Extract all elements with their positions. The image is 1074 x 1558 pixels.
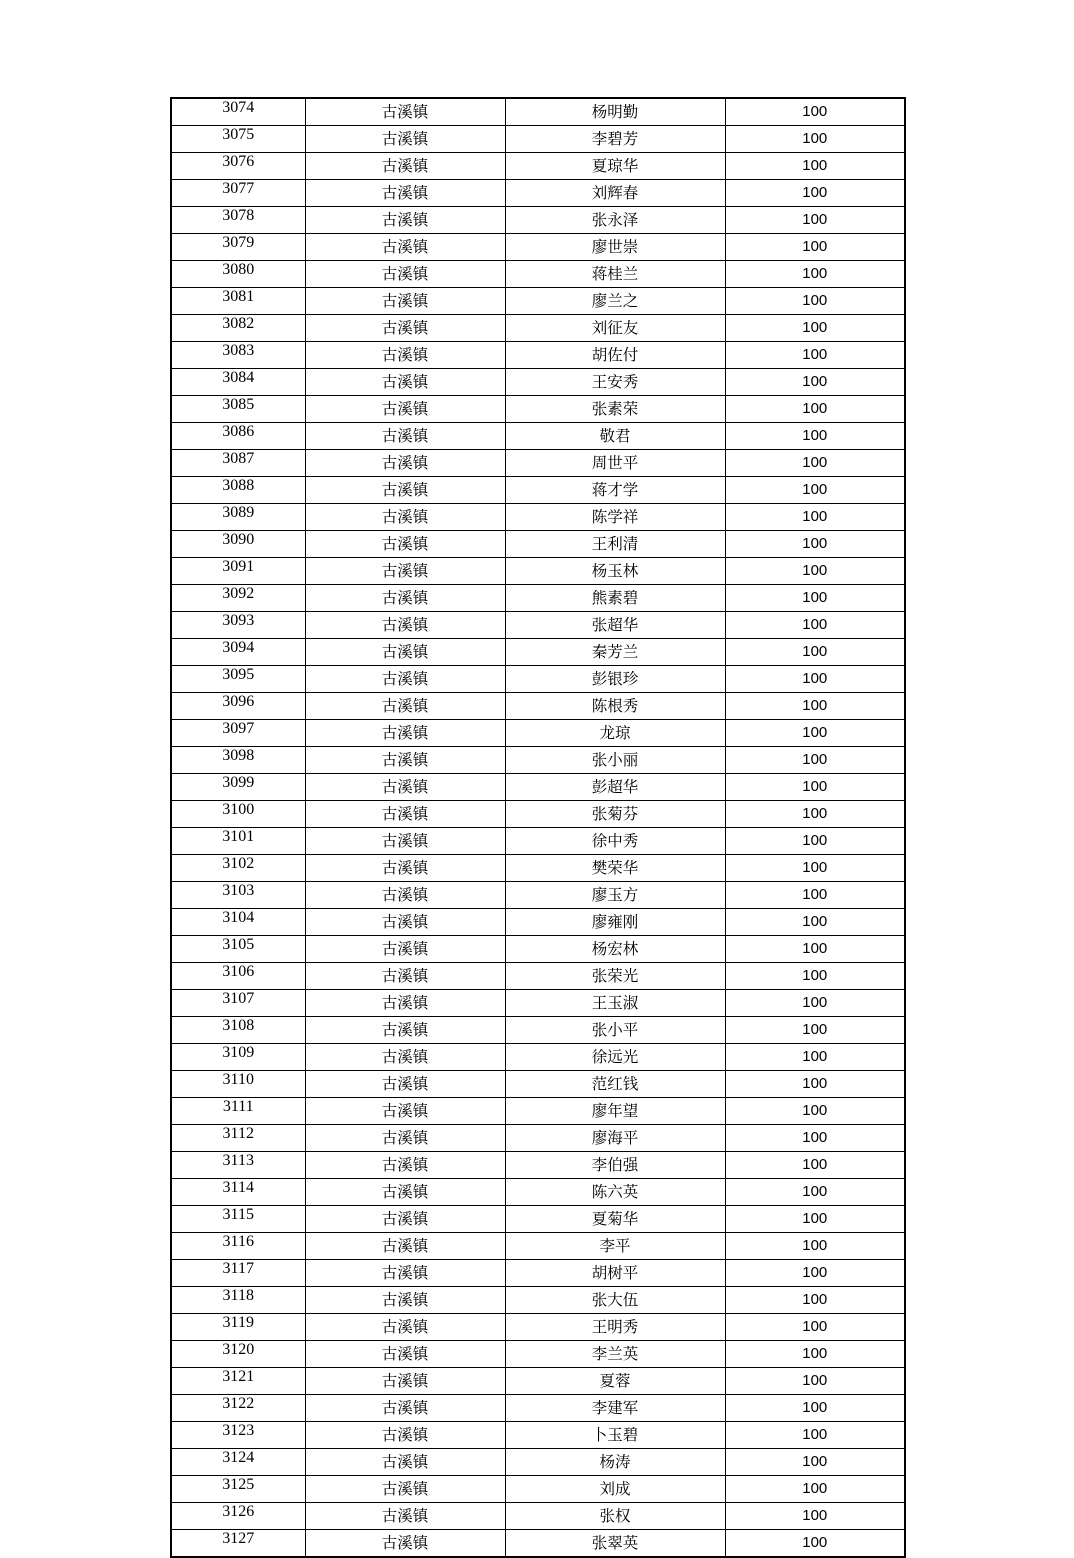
town-cell: 古溪镇: [305, 180, 505, 207]
table-row: [171, 153, 905, 180]
town-cell: 古溪镇: [305, 1314, 505, 1341]
seq-cell: 3101: [171, 828, 305, 855]
amount-cell: 100: [725, 1071, 905, 1098]
amount-cell: 100: [725, 1503, 905, 1530]
amount-cell: 100: [725, 1422, 905, 1449]
town-cell: 古溪镇: [305, 1206, 505, 1233]
town-cell: 古溪镇: [305, 288, 505, 315]
table-row: [171, 1422, 905, 1449]
table-row: [171, 747, 905, 774]
amount-cell: 100: [725, 1098, 905, 1125]
table-row: [171, 261, 905, 288]
seq-cell: 3121: [171, 1368, 305, 1395]
roster-table: [170, 97, 906, 1558]
name-cell: 卜玉碧: [505, 1422, 725, 1449]
table-row: [171, 990, 905, 1017]
seq-cell: 3122: [171, 1395, 305, 1422]
name-cell: 刘征友: [505, 315, 725, 342]
amount-cell: 100: [725, 477, 905, 504]
name-cell: 张超华: [505, 612, 725, 639]
table-row: [171, 639, 905, 666]
seq-cell: 3092: [171, 585, 305, 612]
town-cell: 古溪镇: [305, 990, 505, 1017]
seq-cell: 3102: [171, 855, 305, 882]
seq-cell: 3118: [171, 1287, 305, 1314]
amount-cell: 100: [725, 666, 905, 693]
name-cell: 彭银珍: [505, 666, 725, 693]
amount-cell: 100: [725, 936, 905, 963]
seq-cell: 3074: [171, 98, 305, 126]
name-cell: 张小平: [505, 1017, 725, 1044]
name-cell: 王安秀: [505, 369, 725, 396]
table-row: [171, 423, 905, 450]
amount-cell: 100: [725, 315, 905, 342]
town-cell: 古溪镇: [305, 98, 505, 126]
name-cell: 杨涛: [505, 1449, 725, 1476]
name-cell: 张大伍: [505, 1287, 725, 1314]
table-row: [171, 98, 905, 126]
seq-cell: 3127: [171, 1530, 305, 1558]
town-cell: 古溪镇: [305, 450, 505, 477]
name-cell: 陈六英: [505, 1179, 725, 1206]
name-cell: 熊素碧: [505, 585, 725, 612]
table-row: [171, 126, 905, 153]
town-cell: 古溪镇: [305, 612, 505, 639]
table-row: [171, 1098, 905, 1125]
seq-cell: 3079: [171, 234, 305, 261]
name-cell: 敬君: [505, 423, 725, 450]
town-cell: 古溪镇: [305, 855, 505, 882]
name-cell: 张永泽: [505, 207, 725, 234]
name-cell: 廖雍刚: [505, 909, 725, 936]
table-row: [171, 1287, 905, 1314]
amount-cell: 100: [725, 558, 905, 585]
amount-cell: 100: [725, 1341, 905, 1368]
town-cell: 古溪镇: [305, 909, 505, 936]
seq-cell: 3080: [171, 261, 305, 288]
table-row: [171, 1179, 905, 1206]
roster-table-body: [171, 98, 905, 1557]
name-cell: 彭超华: [505, 774, 725, 801]
seq-cell: 3086: [171, 423, 305, 450]
name-cell: 廖年望: [505, 1098, 725, 1125]
amount-cell: 100: [725, 990, 905, 1017]
seq-cell: 3097: [171, 720, 305, 747]
seq-cell: 3115: [171, 1206, 305, 1233]
town-cell: 古溪镇: [305, 1179, 505, 1206]
town-cell: 古溪镇: [305, 477, 505, 504]
amount-cell: 100: [725, 261, 905, 288]
town-cell: 古溪镇: [305, 1125, 505, 1152]
seq-cell: 3087: [171, 450, 305, 477]
amount-cell: 100: [725, 1179, 905, 1206]
amount-cell: 100: [725, 1233, 905, 1260]
town-cell: 古溪镇: [305, 828, 505, 855]
town-cell: 古溪镇: [305, 963, 505, 990]
seq-cell: 3083: [171, 342, 305, 369]
town-cell: 古溪镇: [305, 1044, 505, 1071]
table-row: [171, 288, 905, 315]
town-cell: 古溪镇: [305, 1368, 505, 1395]
town-cell: 古溪镇: [305, 1260, 505, 1287]
name-cell: 周世平: [505, 450, 725, 477]
town-cell: 古溪镇: [305, 1071, 505, 1098]
seq-cell: 3105: [171, 936, 305, 963]
town-cell: 古溪镇: [305, 234, 505, 261]
seq-cell: 3113: [171, 1152, 305, 1179]
seq-cell: 3110: [171, 1071, 305, 1098]
name-cell: 樊荣华: [505, 855, 725, 882]
name-cell: 张荣光: [505, 963, 725, 990]
town-cell: 古溪镇: [305, 882, 505, 909]
town-cell: 古溪镇: [305, 801, 505, 828]
amount-cell: 100: [725, 828, 905, 855]
amount-cell: 100: [725, 126, 905, 153]
amount-cell: 100: [725, 180, 905, 207]
town-cell: 古溪镇: [305, 1503, 505, 1530]
name-cell: 廖世崇: [505, 234, 725, 261]
seq-cell: 3117: [171, 1260, 305, 1287]
name-cell: 胡树平: [505, 1260, 725, 1287]
amount-cell: 100: [725, 1395, 905, 1422]
town-cell: 古溪镇: [305, 936, 505, 963]
table-row: [171, 801, 905, 828]
seq-cell: 3107: [171, 990, 305, 1017]
amount-cell: 100: [725, 504, 905, 531]
town-cell: 古溪镇: [305, 558, 505, 585]
amount-cell: 100: [725, 855, 905, 882]
amount-cell: 100: [725, 153, 905, 180]
amount-cell: 100: [725, 207, 905, 234]
amount-cell: 100: [725, 1476, 905, 1503]
table-row: [171, 1476, 905, 1503]
table-row: [171, 774, 905, 801]
table-row: [171, 1017, 905, 1044]
name-cell: 秦芳兰: [505, 639, 725, 666]
town-cell: 古溪镇: [305, 1287, 505, 1314]
table-row: [171, 1071, 905, 1098]
amount-cell: 100: [725, 882, 905, 909]
town-cell: 古溪镇: [305, 153, 505, 180]
town-cell: 古溪镇: [305, 585, 505, 612]
name-cell: 夏蓉: [505, 1368, 725, 1395]
table-row: [171, 909, 905, 936]
seq-cell: 3123: [171, 1422, 305, 1449]
town-cell: 古溪镇: [305, 504, 505, 531]
amount-cell: 100: [725, 1449, 905, 1476]
table-row: [171, 1395, 905, 1422]
seq-cell: 3125: [171, 1476, 305, 1503]
name-cell: 李兰英: [505, 1341, 725, 1368]
seq-cell: 3119: [171, 1314, 305, 1341]
amount-cell: 100: [725, 1314, 905, 1341]
name-cell: 张小丽: [505, 747, 725, 774]
amount-cell: 100: [725, 342, 905, 369]
table-row: [171, 1530, 905, 1558]
seq-cell: 3090: [171, 531, 305, 558]
amount-cell: 100: [725, 612, 905, 639]
town-cell: 古溪镇: [305, 693, 505, 720]
name-cell: 李平: [505, 1233, 725, 1260]
table-row: [171, 234, 905, 261]
town-cell: 古溪镇: [305, 1017, 505, 1044]
seq-cell: 3098: [171, 747, 305, 774]
name-cell: 王明秀: [505, 1314, 725, 1341]
seq-cell: 3124: [171, 1449, 305, 1476]
seq-cell: 3116: [171, 1233, 305, 1260]
seq-cell: 3089: [171, 504, 305, 531]
amount-cell: 100: [725, 1125, 905, 1152]
amount-cell: 100: [725, 1368, 905, 1395]
seq-cell: 3081: [171, 288, 305, 315]
seq-cell: 3099: [171, 774, 305, 801]
amount-cell: 100: [725, 1152, 905, 1179]
name-cell: 张翠英: [505, 1530, 725, 1558]
table-row: [171, 612, 905, 639]
table-row: [171, 1206, 905, 1233]
amount-cell: 100: [725, 288, 905, 315]
name-cell: 范红钱: [505, 1071, 725, 1098]
amount-cell: 100: [725, 909, 905, 936]
amount-cell: 100: [725, 774, 905, 801]
name-cell: 李伯强: [505, 1152, 725, 1179]
amount-cell: 100: [725, 1206, 905, 1233]
name-cell: 刘辉春: [505, 180, 725, 207]
name-cell: 李碧芳: [505, 126, 725, 153]
seq-cell: 3100: [171, 801, 305, 828]
name-cell: 夏琼华: [505, 153, 725, 180]
table-row: [171, 693, 905, 720]
table-row: [171, 1152, 905, 1179]
name-cell: 蒋桂兰: [505, 261, 725, 288]
table-row: [171, 855, 905, 882]
table-row: [171, 450, 905, 477]
name-cell: 夏菊华: [505, 1206, 725, 1233]
amount-cell: 100: [725, 1044, 905, 1071]
seq-cell: 3078: [171, 207, 305, 234]
town-cell: 古溪镇: [305, 315, 505, 342]
town-cell: 古溪镇: [305, 1422, 505, 1449]
town-cell: 古溪镇: [305, 666, 505, 693]
seq-cell: 3103: [171, 882, 305, 909]
name-cell: 廖海平: [505, 1125, 725, 1152]
town-cell: 古溪镇: [305, 1233, 505, 1260]
seq-cell: 3108: [171, 1017, 305, 1044]
table-row: [171, 180, 905, 207]
name-cell: 张权: [505, 1503, 725, 1530]
table-row: [171, 369, 905, 396]
table-row: [171, 504, 905, 531]
name-cell: 廖玉方: [505, 882, 725, 909]
seq-cell: 3104: [171, 909, 305, 936]
name-cell: 王玉淑: [505, 990, 725, 1017]
town-cell: 古溪镇: [305, 207, 505, 234]
amount-cell: 100: [725, 720, 905, 747]
seq-cell: 3094: [171, 639, 305, 666]
table-row: [171, 558, 905, 585]
table-row: [171, 1341, 905, 1368]
seq-cell: 3085: [171, 396, 305, 423]
table-row: [171, 720, 905, 747]
name-cell: 王利清: [505, 531, 725, 558]
table-row: [171, 1044, 905, 1071]
table-row: [171, 1125, 905, 1152]
table-row: [171, 396, 905, 423]
seq-cell: 3106: [171, 963, 305, 990]
seq-cell: 3082: [171, 315, 305, 342]
name-cell: 蒋才学: [505, 477, 725, 504]
amount-cell: 100: [725, 396, 905, 423]
table-row: [171, 315, 905, 342]
seq-cell: 3112: [171, 1125, 305, 1152]
amount-cell: 100: [725, 747, 905, 774]
name-cell: 杨明勤: [505, 98, 725, 126]
table-row: [171, 1260, 905, 1287]
amount-cell: 100: [725, 234, 905, 261]
town-cell: 古溪镇: [305, 261, 505, 288]
town-cell: 古溪镇: [305, 342, 505, 369]
amount-cell: 100: [725, 1260, 905, 1287]
seq-cell: 3093: [171, 612, 305, 639]
amount-cell: 100: [725, 1017, 905, 1044]
table-row: [171, 666, 905, 693]
amount-cell: 100: [725, 963, 905, 990]
table-row: [171, 531, 905, 558]
town-cell: 古溪镇: [305, 774, 505, 801]
name-cell: 徐远光: [505, 1044, 725, 1071]
seq-cell: 3091: [171, 558, 305, 585]
town-cell: 古溪镇: [305, 1152, 505, 1179]
table-row: [171, 1368, 905, 1395]
seq-cell: 3075: [171, 126, 305, 153]
table-row: [171, 1233, 905, 1260]
amount-cell: 100: [725, 1287, 905, 1314]
amount-cell: 100: [725, 585, 905, 612]
seq-cell: 3084: [171, 369, 305, 396]
seq-cell: 3120: [171, 1341, 305, 1368]
seq-cell: 3096: [171, 693, 305, 720]
town-cell: 古溪镇: [305, 1449, 505, 1476]
seq-cell: 3126: [171, 1503, 305, 1530]
amount-cell: 100: [725, 369, 905, 396]
town-cell: 古溪镇: [305, 531, 505, 558]
table-row: [171, 207, 905, 234]
name-cell: 杨玉林: [505, 558, 725, 585]
town-cell: 古溪镇: [305, 396, 505, 423]
table-row: [171, 936, 905, 963]
amount-cell: 100: [725, 1530, 905, 1558]
town-cell: 古溪镇: [305, 639, 505, 666]
town-cell: 古溪镇: [305, 126, 505, 153]
town-cell: 古溪镇: [305, 1341, 505, 1368]
town-cell: 古溪镇: [305, 1098, 505, 1125]
name-cell: 张菊芬: [505, 801, 725, 828]
name-cell: 龙琼: [505, 720, 725, 747]
name-cell: 李建军: [505, 1395, 725, 1422]
seq-cell: 3095: [171, 666, 305, 693]
name-cell: 陈根秀: [505, 693, 725, 720]
table-row: [171, 1314, 905, 1341]
seq-cell: 3076: [171, 153, 305, 180]
amount-cell: 100: [725, 693, 905, 720]
table-row: [171, 828, 905, 855]
seq-cell: 3114: [171, 1179, 305, 1206]
seq-cell: 3109: [171, 1044, 305, 1071]
name-cell: 廖兰之: [505, 288, 725, 315]
name-cell: 徐中秀: [505, 828, 725, 855]
amount-cell: 100: [725, 450, 905, 477]
table-row: [171, 963, 905, 990]
name-cell: 陈学祥: [505, 504, 725, 531]
town-cell: 古溪镇: [305, 747, 505, 774]
table-row: [171, 1503, 905, 1530]
table-row: [171, 882, 905, 909]
seq-cell: 3077: [171, 180, 305, 207]
amount-cell: 100: [725, 801, 905, 828]
name-cell: 刘成: [505, 1476, 725, 1503]
town-cell: 古溪镇: [305, 1476, 505, 1503]
table-row: [171, 585, 905, 612]
name-cell: 张素荣: [505, 396, 725, 423]
amount-cell: 100: [725, 98, 905, 126]
seq-cell: 3088: [171, 477, 305, 504]
seq-cell: 3111: [171, 1098, 305, 1125]
town-cell: 古溪镇: [305, 720, 505, 747]
table-row: [171, 477, 905, 504]
amount-cell: 100: [725, 639, 905, 666]
town-cell: 古溪镇: [305, 369, 505, 396]
table-row: [171, 342, 905, 369]
town-cell: 古溪镇: [305, 1395, 505, 1422]
amount-cell: 100: [725, 423, 905, 450]
name-cell: 胡佐付: [505, 342, 725, 369]
town-cell: 古溪镇: [305, 1530, 505, 1558]
town-cell: 古溪镇: [305, 423, 505, 450]
amount-cell: 100: [725, 531, 905, 558]
name-cell: 杨宏林: [505, 936, 725, 963]
table-row: [171, 1449, 905, 1476]
